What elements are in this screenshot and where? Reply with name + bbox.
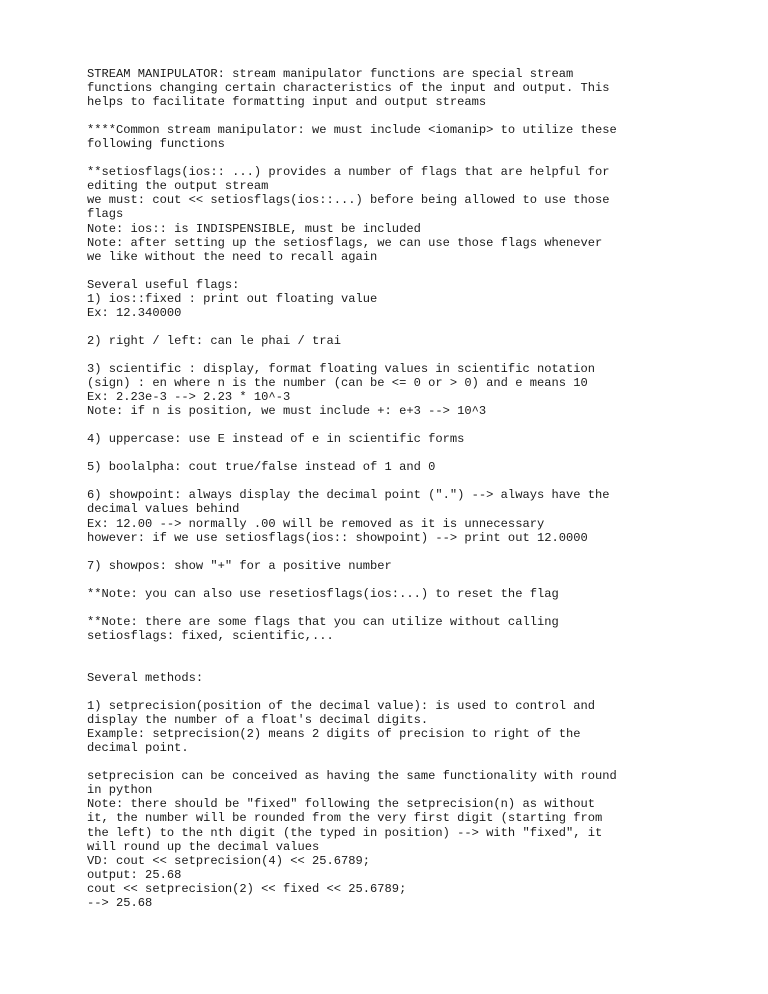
flags-paragraph <box>87 362 762 418</box>
text-line: 2) right / left: can le phai / trai <box>87 333 342 348</box>
text-line: Several methods: <box>87 671 204 686</box>
methods-paragraph <box>87 671 762 685</box>
text-line: in python <box>87 783 153 798</box>
flags-paragraph <box>87 460 762 474</box>
document-body <box>87 67 762 924</box>
text-line: we like without the need to recall again <box>87 249 378 264</box>
text-line: we must: cout << setiosflags(ios::...) before being allowed to use those <box>87 193 610 208</box>
text-line: ****Common stream manipulator: we must include <iomanip> to utilize these <box>87 123 617 138</box>
text-line: Note: after setting up the setiosflags, we can use those flags whenever <box>87 235 603 250</box>
text-line: 3) scientific : display, format floating values in scientific notation <box>87 361 596 376</box>
text-line: it, the number will be rounded from the very first digit (starting from <box>87 811 603 826</box>
text-line: Note: if n is position, we must include +: e+3 --> 10^3 <box>87 404 487 419</box>
flags-paragraph <box>87 67 762 109</box>
text-line: 1) setprecision(position of the decimal value): is used to control and <box>87 699 596 714</box>
flags-paragraph <box>87 587 762 601</box>
text-line: editing the output stream <box>87 179 269 194</box>
text-line: Note: ios:: is INDISPENSIBLE, must be included <box>87 221 421 236</box>
text-line: 5) boolalpha: cout true/false instead of 1 and 0 <box>87 460 436 475</box>
text-line: 4) uppercase: use E instead of e in scientific forms <box>87 432 465 447</box>
text-line: however: if we use setiosflags(ios:: showpoint) --> print out 12.0000 <box>87 530 588 545</box>
text-line: STREAM MANIPULATOR: stream manipulator functions are special stream <box>87 67 574 81</box>
text-line: decimal point. <box>87 741 189 756</box>
text-line: helps to facilitate formatting input and output streams <box>87 95 487 110</box>
text-line: display the number of a float's decimal digits. <box>87 713 429 728</box>
text-line: **setiosflags(ios:: ...) provides a number of flags that are helpful for <box>87 165 610 180</box>
flags-paragraph <box>87 123 762 151</box>
flags-paragraph <box>87 615 762 643</box>
flags-paragraph <box>87 559 762 573</box>
text-line: decimal values behind <box>87 502 240 517</box>
text-line: **Note: you can also use resetiosflags(ios:...) to reset the flag <box>87 586 559 601</box>
flags-paragraph <box>87 488 762 544</box>
flags-paragraph <box>87 432 762 446</box>
text-line: Note: there should be "fixed" following the setprecision(n) as without <box>87 797 596 812</box>
text-line: (sign) : en where n is the number (can be <= 0 or > 0) and e means 10 <box>87 376 588 391</box>
text-line: setiosflags: fixed, scientific,... <box>87 628 334 643</box>
text-line: 1) ios::fixed : print out floating value <box>87 291 378 306</box>
text-line: VD: cout << setprecision(4) << 25.6789; <box>87 853 371 868</box>
flags-paragraph <box>87 278 762 320</box>
text-line: --> 25.68 <box>87 895 153 910</box>
text-line: functions changing certain characteristics of the input and output. This <box>87 81 610 96</box>
notes-section-flags <box>87 67 762 671</box>
text-line: will round up the decimal values <box>87 839 320 854</box>
text-line: flags <box>87 207 124 222</box>
flags-paragraph <box>87 334 762 348</box>
text-line: setprecision can be conceived as having the same functionality with round <box>87 769 617 784</box>
notes-section-methods <box>87 671 762 910</box>
text-line: Example: setprecision(2) means 2 digits of precision to right of the <box>87 727 581 742</box>
text-line: 7) showpos: show "+" for a positive number <box>87 558 392 573</box>
section-spacer <box>87 657 762 671</box>
text-line: Ex: 2.23e-3 --> 2.23 * 10^-3 <box>87 390 291 405</box>
text-line: following functions <box>87 137 225 152</box>
flags-paragraph <box>87 165 762 263</box>
text-line: Ex: 12.340000 <box>87 305 182 320</box>
text-line: output: 25.68 <box>87 867 182 882</box>
text-line: Ex: 12.00 --> normally .00 will be removed as it is unnecessary <box>87 516 545 531</box>
text-line: the left) to the nth digit (the typed in position) --> with "fixed", it <box>87 825 603 840</box>
text-line: **Note: there are some flags that you can utilize without calling <box>87 614 559 629</box>
text-line: Several useful flags: <box>87 277 240 292</box>
methods-paragraph <box>87 699 762 755</box>
text-line: cout << setprecision(2) << fixed << 25.6789; <box>87 881 407 896</box>
methods-paragraph <box>87 769 762 909</box>
text-line: 6) showpoint: always display the decimal point (".") --> always have the <box>87 488 610 503</box>
